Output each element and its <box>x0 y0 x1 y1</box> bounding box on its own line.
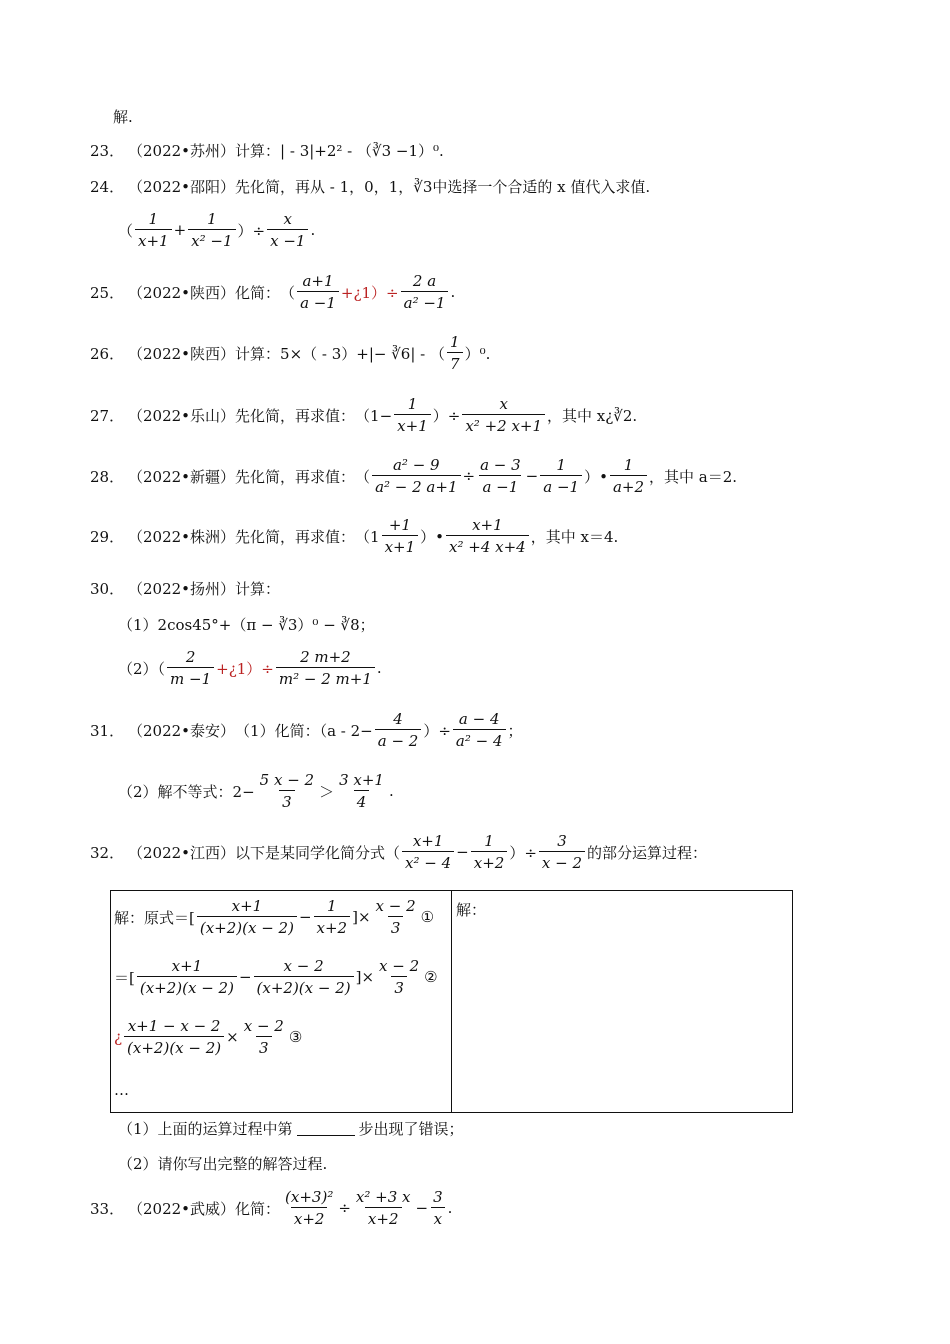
fraction <box>471 832 508 872</box>
table-right-label: 解： <box>456 901 487 919</box>
problem-26 <box>90 333 490 373</box>
denominator: a −1 <box>479 475 521 496</box>
numerator: 1 <box>327 897 337 915</box>
problem-label: 化简： <box>235 1199 281 1218</box>
denominator: 7 <box>447 352 463 373</box>
numerator: x+1 <box>412 832 444 850</box>
numerator: 1 <box>407 395 418 413</box>
numerator: 1 <box>623 456 634 474</box>
denominator: x <box>431 1207 445 1228</box>
fraction <box>462 395 545 435</box>
fraction <box>167 648 214 688</box>
fraction <box>446 516 529 556</box>
problem-label: 以下是某同学化简分式（ <box>235 843 401 862</box>
fraction <box>282 1188 336 1228</box>
end: ）⁰. <box>464 344 491 363</box>
solution-label: 解. <box>113 108 133 126</box>
problem-27 <box>90 395 637 435</box>
fraction <box>402 832 454 872</box>
solution-table <box>110 890 793 1113</box>
table-row-2 <box>114 957 438 997</box>
operator: + <box>173 221 187 239</box>
problem-31-part2 <box>118 771 394 811</box>
denominator: a −1 <box>540 475 582 496</box>
numerator: 5 x − 2 <box>259 771 315 789</box>
denominator: (x+2)(x − 2) <box>124 1036 224 1057</box>
step-marker: ③ <box>288 1028 303 1046</box>
question-text: （1）上面的运算过程中第 <box>118 1120 293 1138</box>
table-row-1 <box>114 897 434 937</box>
problem-label: 先化简，再求值： <box>235 467 356 486</box>
table-row-ellipsis: … <box>114 1081 129 1099</box>
fraction <box>276 648 375 688</box>
problem-source: （2022•武威） <box>128 1199 236 1218</box>
denominator: x −1 <box>267 229 308 250</box>
operator: × <box>226 1028 239 1046</box>
problem-number: 29． <box>90 527 125 546</box>
numerator: x − 2 <box>379 957 420 975</box>
end: ，其中 a＝2. <box>649 467 738 486</box>
denominator: m² − 2 m+1 <box>276 667 375 688</box>
fraction <box>430 1188 446 1228</box>
question-text: 步出现了错误； <box>358 1120 464 1138</box>
denominator: 3 <box>279 790 295 811</box>
denominator: (x+2)(x − 2) <box>197 916 297 937</box>
numerator: a+1 <box>302 272 334 290</box>
denominator: x+2 <box>314 916 351 937</box>
operator: ）• <box>584 467 608 486</box>
denominator: x+2 <box>471 851 508 872</box>
problem-29 <box>90 516 618 556</box>
denominator: x² +2 x+1 <box>462 414 545 435</box>
problem-24-expression <box>118 210 315 250</box>
numerator: 3 x+1 <box>339 771 384 789</box>
problem-number: 24． <box>90 178 125 196</box>
problem-number: 25． <box>90 283 125 302</box>
numerator: x <box>283 210 293 228</box>
problem-32-question-1 <box>118 1118 464 1139</box>
fraction <box>382 516 419 556</box>
problem-label: 化简： <box>235 283 281 302</box>
problem-32 <box>90 832 707 872</box>
operator: +¿1）÷ <box>340 283 399 302</box>
numerator: 4 <box>393 710 403 728</box>
numerator: x − 2 <box>283 957 324 975</box>
operator: ÷ <box>338 1199 351 1217</box>
fraction <box>257 771 317 811</box>
fraction <box>372 456 460 496</box>
end: . <box>388 782 394 800</box>
denominator: x+2 <box>291 1207 328 1228</box>
paren: （ <box>118 221 134 240</box>
problem-30-part2 <box>118 648 382 688</box>
prefix: ¿ <box>114 1028 123 1046</box>
denominator: (x+2)(x − 2) <box>254 976 354 997</box>
problem-text: 计算：5×（ - 3）+|− ∛6| - （ <box>235 344 446 363</box>
operator: +¿1）÷ <box>216 659 274 678</box>
numerator: x+1 <box>171 957 203 975</box>
numerator: 1 <box>556 456 566 474</box>
problem-source: （2022•泰安） <box>128 721 236 740</box>
numerator: x <box>499 395 508 413</box>
fraction <box>267 210 308 250</box>
problem-source: （2022•江西） <box>128 843 236 862</box>
fraction <box>353 1188 414 1228</box>
operator: − <box>456 843 469 861</box>
operator: ）÷ <box>432 406 461 425</box>
operator: ）• <box>420 527 445 546</box>
problem-25 <box>90 272 455 312</box>
step-marker: ① <box>420 908 435 926</box>
problem-30 <box>90 578 280 599</box>
problem-30-part1: （1）2cos45°+（π − ∛3）⁰ − ∛8； <box>118 616 375 634</box>
denominator: a+2 <box>610 475 647 496</box>
operator: ）÷ <box>237 221 266 240</box>
problem-number: 31． <box>90 721 125 740</box>
denominator: m −1 <box>167 667 214 688</box>
end: . <box>376 659 382 677</box>
denominator: a² − 4 <box>453 729 506 750</box>
end: . <box>450 283 456 301</box>
problem-text: 先化简，再从 - 1，0，1，∛3中选择一个合适的 x 值代入求值. <box>235 178 651 196</box>
numerator: a² − 9 <box>392 456 440 474</box>
fraction <box>197 897 297 937</box>
operator: ÷ <box>462 467 476 485</box>
fraction <box>375 710 422 750</box>
denominator: (x+2)(x − 2) <box>137 976 237 997</box>
denominator: 3 <box>388 916 404 937</box>
numerator: 3 <box>557 832 567 850</box>
problem-source: （2022•扬州） <box>128 580 236 598</box>
fraction <box>254 957 354 997</box>
operator: ）÷ <box>509 843 537 862</box>
operator: ]× <box>355 968 375 986</box>
problem-label: 先化简，再求值： <box>235 406 356 425</box>
fraction <box>137 957 237 997</box>
fraction <box>188 210 235 250</box>
prefix: （ <box>355 467 371 486</box>
numerator: x+1 <box>231 897 263 915</box>
fraction <box>610 456 647 496</box>
end: ，其中 x¿∛2. <box>547 406 638 425</box>
numerator: x − 2 <box>375 897 416 915</box>
step-marker: ② <box>424 968 438 986</box>
numerator: x+1 <box>472 516 503 534</box>
problem-number: 23． <box>90 142 125 160</box>
fraction <box>241 1017 287 1057</box>
numerator: 1 <box>207 210 217 228</box>
numerator: a − 4 <box>458 710 500 728</box>
problem-number: 32． <box>90 843 125 862</box>
problem-24 <box>90 176 650 197</box>
fraction <box>477 456 524 496</box>
numerator: 3 <box>433 1188 443 1206</box>
numerator: x − 2 <box>243 1017 284 1035</box>
end: . <box>310 221 316 239</box>
operator: − <box>238 968 252 986</box>
denominator: x − 2 <box>539 851 585 872</box>
denominator: 3 <box>256 1036 272 1057</box>
denominator: x+2 <box>365 1207 402 1228</box>
problem-source: （2022•株洲） <box>128 527 236 546</box>
table-row-3 <box>114 1017 302 1057</box>
denominator: a² − 2 a+1 <box>372 475 460 496</box>
prefix: （2）解不等式：2− <box>118 782 255 801</box>
numerator: 2 <box>185 648 196 666</box>
prefix: （1− <box>355 406 393 425</box>
operator: ]× <box>352 908 371 926</box>
problem-33 <box>90 1188 452 1228</box>
problem-source: （2022•邵阳） <box>128 178 236 196</box>
denominator: x+1 <box>135 229 172 250</box>
denominator: a − 2 <box>375 729 422 750</box>
numerator: (x+3)² <box>285 1188 334 1206</box>
problem-source: （2022•苏州） <box>128 142 236 160</box>
problem-label: 计算： <box>235 580 281 598</box>
denominator: 3 <box>391 976 407 997</box>
operator: ）÷ <box>423 721 451 740</box>
problem-source: （2022•新疆） <box>128 467 236 486</box>
fraction <box>453 710 506 750</box>
problem-23 <box>90 140 444 161</box>
prefix: （2）（ <box>118 659 166 678</box>
table-divider <box>451 891 452 1112</box>
problem-31 <box>90 710 523 750</box>
operator: − <box>525 467 539 485</box>
denominator: x+1 <box>382 535 419 556</box>
denominator: a² −1 <box>401 291 449 312</box>
problem-number: 33． <box>90 1199 125 1218</box>
problem-number: 26． <box>90 344 125 363</box>
fraction <box>539 832 585 872</box>
problem-source: （2022•乐山） <box>128 406 236 425</box>
end: ，其中 x＝4. <box>530 527 619 546</box>
denominator: x² +4 x+4 <box>446 535 529 556</box>
problem-source: （2022•陕西） <box>128 344 236 363</box>
numerator: x² +3 x <box>355 1188 411 1206</box>
problem-number: 30． <box>90 580 125 598</box>
problem-32-question-2: （2）请你写出完整的解答过程. <box>118 1155 328 1173</box>
numerator: 1 <box>148 210 159 228</box>
fraction <box>447 333 463 373</box>
denominator: x² − 4 <box>402 851 454 872</box>
numerator: 1 <box>450 333 460 351</box>
fraction <box>135 210 172 250</box>
end: ； <box>507 721 523 740</box>
denominator: x² −1 <box>188 229 235 250</box>
numerator: +1 <box>388 516 411 534</box>
denominator: 4 <box>354 790 370 811</box>
problem-label: 先化简，再求值： <box>235 527 356 546</box>
problem-source: （2022•陕西） <box>128 283 236 302</box>
answer-blank[interactable] <box>297 1121 355 1136</box>
fraction <box>373 897 419 937</box>
fraction <box>540 456 582 496</box>
prefix: ＝[ <box>114 968 135 987</box>
problem-number: 27． <box>90 406 125 425</box>
problem-text: 计算：| - 3|+2² - （∛3 −1）⁰. <box>235 142 444 160</box>
denominator: x+1 <box>394 414 431 435</box>
numerator: a − 3 <box>480 456 521 474</box>
fraction <box>394 395 431 435</box>
numerator: x+1 − x − 2 <box>127 1017 221 1035</box>
problem-28 <box>90 456 737 496</box>
denominator: a −1 <box>297 291 339 312</box>
operator: − <box>298 908 312 926</box>
operator: − <box>415 1199 429 1217</box>
end: 的部分运算过程： <box>587 843 708 862</box>
fraction <box>401 272 449 312</box>
prefix: 解：原式＝[ <box>114 908 195 927</box>
numerator: 2 a <box>412 272 437 290</box>
paren: （ <box>280 283 296 302</box>
problem-label: （1）化简：（a - 2− <box>235 721 373 740</box>
fraction <box>336 771 387 811</box>
fraction <box>124 1017 224 1057</box>
fraction <box>297 272 339 312</box>
fraction <box>376 957 422 997</box>
operator: ＞ <box>319 782 335 801</box>
problem-number: 28． <box>90 467 125 486</box>
prefix: （1 <box>355 527 380 546</box>
fraction <box>314 897 351 937</box>
end: . <box>447 1199 453 1217</box>
numerator: 2 m+2 <box>300 648 351 666</box>
numerator: 1 <box>484 832 494 850</box>
